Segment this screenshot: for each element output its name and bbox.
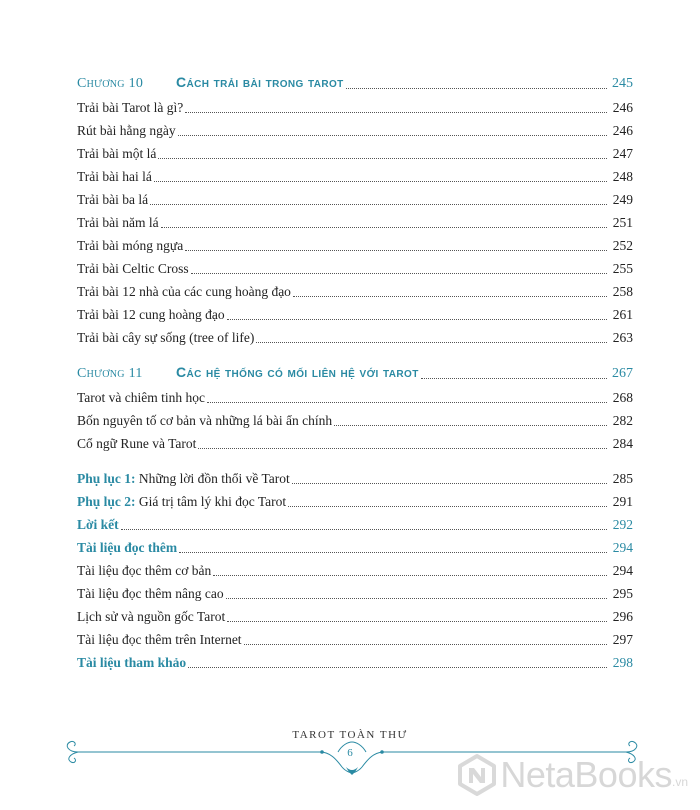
watermark-brand: NetaBooks — [500, 754, 672, 795]
entry-title: Tarot và chiêm tinh học — [77, 390, 206, 405]
entry-title: Trải bài ba lá — [77, 192, 149, 207]
entry-title: Trải bài Tarot là gì? — [77, 100, 184, 115]
page-number: 245 — [612, 76, 633, 91]
entry-title: Những lời đồn thổi về Tarot — [135, 471, 290, 486]
toc-entry — [77, 603, 633, 625]
entry-title: Tài liệu đọc thêm trên Internet — [77, 632, 242, 647]
page-number: 267 — [612, 366, 633, 381]
toc-entry — [77, 209, 633, 231]
dot-leader — [227, 319, 607, 320]
page-number: 294 — [612, 563, 633, 578]
toc-entry — [77, 407, 633, 429]
toc-entry — [77, 557, 633, 579]
chapter-10-heading — [77, 70, 633, 92]
page-number: 247 — [612, 146, 633, 161]
page-number: 296 — [612, 609, 633, 624]
dot-leader — [293, 296, 607, 297]
dot-leader — [256, 342, 607, 343]
entry-title: Trải bài cây sự sống (tree of life) — [77, 330, 255, 345]
dot-leader — [292, 483, 607, 484]
watermark-tld: .vn — [671, 775, 688, 789]
page-number: 251 — [612, 215, 633, 230]
toc-entry — [77, 301, 633, 323]
toc-entry — [77, 430, 633, 452]
toc-entry — [77, 140, 633, 162]
toc-entry — [77, 163, 633, 185]
toc-entry — [77, 232, 633, 254]
dot-leader — [244, 644, 607, 645]
dot-leader — [154, 181, 607, 182]
toc-entry — [77, 94, 633, 116]
entry-title: Trải bài 12 nhà của các cung hoàng đạo — [77, 284, 291, 299]
dot-leader — [288, 506, 607, 507]
references-entry — [77, 649, 633, 671]
entry-title: Trải bài hai lá — [77, 169, 152, 184]
entry-title: Cổ ngữ Rune và Tarot — [77, 436, 197, 451]
page-number: 292 — [612, 517, 633, 532]
dot-leader — [178, 135, 607, 136]
entry-title: Trải bài Celtic Cross — [77, 261, 189, 276]
dot-leader — [158, 158, 607, 159]
entry-title: Trải bài năm lá — [77, 215, 159, 230]
page-number: 298 — [612, 655, 633, 670]
entry-title: Tài liệu đọc thêm cơ bản — [77, 563, 212, 578]
dot-leader — [226, 598, 607, 599]
chapter-number: Chương 10 — [77, 76, 144, 91]
toc-entry — [77, 255, 633, 277]
entry-title: Bốn nguyên tố cơ bản và những lá bài ẩn chính — [77, 413, 333, 428]
entry-title: Lời kết — [77, 517, 119, 532]
dot-leader — [213, 575, 607, 576]
dot-leader — [207, 402, 607, 403]
dot-leader — [421, 378, 607, 379]
toc-entry — [77, 580, 633, 602]
appendix-2-entry — [77, 488, 633, 510]
toc-entry — [77, 186, 633, 208]
dot-leader — [191, 273, 607, 274]
dot-leader — [185, 250, 607, 251]
appendix-label: Phụ lục 1: — [77, 471, 136, 486]
page-number: 252 — [612, 238, 633, 253]
entry-title: Tài liệu đọc thêm nâng cao — [77, 586, 224, 601]
epilogue-entry — [77, 511, 633, 533]
toc-entry — [77, 117, 633, 139]
page-number: 263 — [612, 330, 633, 345]
dot-leader — [150, 204, 607, 205]
page-number: 261 — [612, 307, 633, 322]
page-number: 258 — [612, 284, 633, 299]
page-number: 285 — [612, 471, 633, 486]
dot-leader — [188, 667, 607, 668]
entry-title: Lịch sử và nguồn gốc Tarot — [77, 609, 226, 624]
appendix-1-entry — [77, 465, 633, 487]
entry-title: Tài liệu đọc thêm — [77, 540, 178, 555]
toc-entry — [77, 324, 633, 346]
entry-title: Tài liệu tham khảo — [77, 655, 187, 670]
chapter-11-heading — [77, 360, 633, 382]
entry-title: Trải bài móng ngựa — [77, 238, 184, 253]
page-number: 284 — [612, 436, 633, 451]
dot-leader — [198, 448, 607, 449]
page-number: 246 — [612, 123, 633, 138]
page-number: 249 — [612, 192, 633, 207]
appendix-label: Phụ lục 2: — [77, 494, 136, 509]
entry-title: Trải bài một lá — [77, 146, 157, 161]
dot-leader — [179, 552, 607, 553]
dot-leader — [121, 529, 607, 530]
chapter-title: Các hệ thống có mối liên hệ với tarot — [176, 364, 419, 380]
page-number: 294 — [612, 540, 633, 555]
dot-leader — [346, 88, 607, 89]
toc-entry — [77, 384, 633, 406]
dot-leader — [227, 621, 607, 622]
entry-title: Giá trị tâm lý khi đọc Tarot — [135, 494, 287, 509]
dot-leader — [334, 425, 607, 426]
dot-leader — [161, 227, 607, 228]
netabooks-watermark — [454, 752, 688, 798]
further-reading-entry — [77, 534, 633, 556]
netabooks-logo-icon — [454, 752, 500, 798]
page-number: 255 — [612, 261, 633, 276]
dot-leader — [185, 112, 607, 113]
running-footer-title: TAROT TOÀN THƯ — [292, 729, 408, 741]
page-number: 268 — [612, 390, 633, 405]
page-number: 295 — [612, 586, 633, 601]
page-number: 248 — [612, 169, 633, 184]
entry-title: Trải bài 12 cung hoàng đạo — [77, 307, 225, 322]
entry-title: Rút bài hằng ngày — [77, 123, 176, 138]
page-number: 291 — [612, 494, 633, 509]
page-number: 282 — [612, 413, 633, 428]
chapter-number: Chương 11 — [77, 366, 143, 381]
toc-entry — [77, 278, 633, 300]
page-number-footer: 6 — [347, 747, 353, 759]
page-number: 246 — [612, 100, 633, 115]
toc-entry — [77, 626, 633, 648]
chapter-title: Cách trải bài trong tarot — [176, 74, 344, 90]
page-number: 297 — [612, 632, 633, 647]
